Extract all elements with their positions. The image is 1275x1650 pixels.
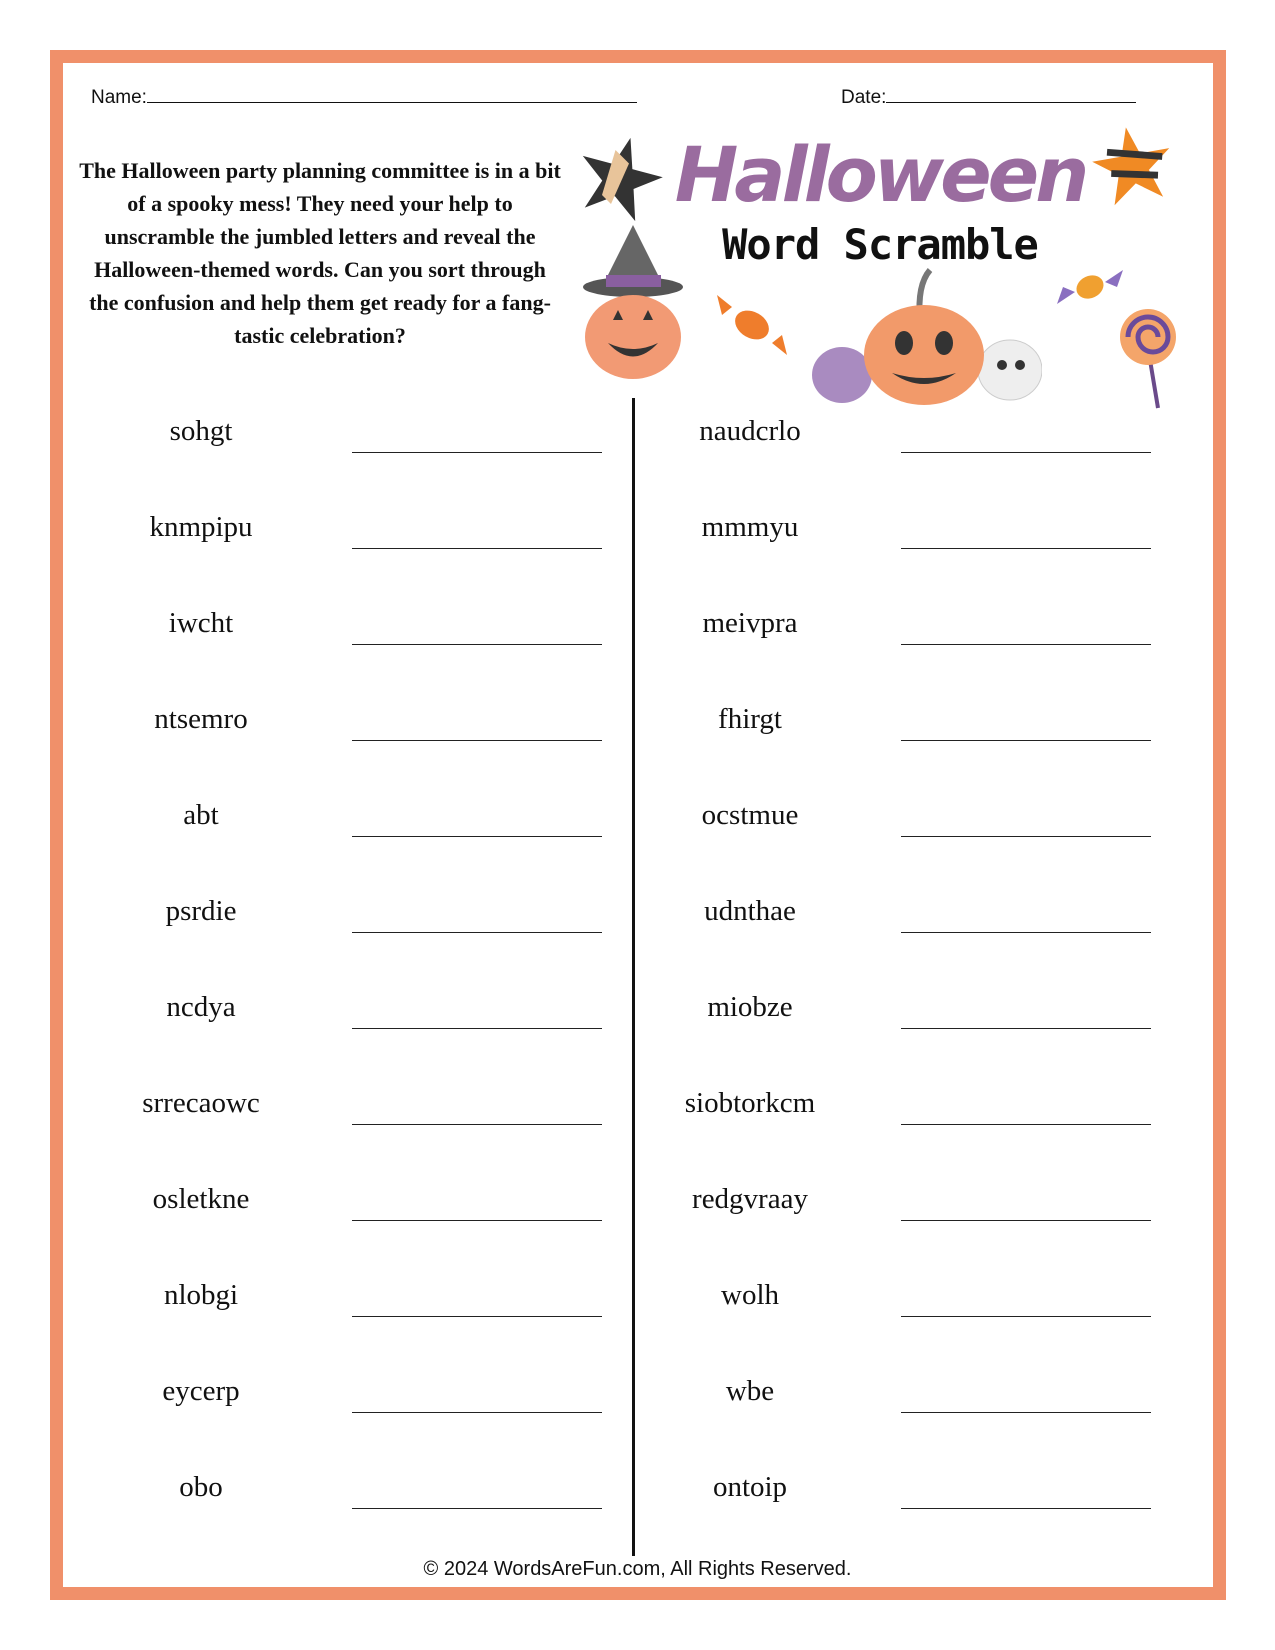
subtitle: Word Scramble bbox=[722, 220, 1038, 269]
answer-blank[interactable] bbox=[352, 643, 602, 645]
scrambled-word: knmpipu bbox=[149, 511, 253, 543]
answer-blank[interactable] bbox=[901, 1027, 1151, 1029]
scrambled-word: redgvraay bbox=[692, 1183, 808, 1215]
scrambled-word: abt bbox=[183, 799, 219, 831]
answer-blank[interactable] bbox=[352, 1123, 602, 1125]
scrambled-word: miobze bbox=[707, 991, 793, 1023]
answer-blank[interactable] bbox=[901, 1123, 1151, 1125]
lollipop-icon bbox=[1118, 305, 1183, 410]
answer-blank[interactable] bbox=[352, 739, 602, 741]
name-blank[interactable] bbox=[147, 84, 637, 103]
answer-blank[interactable] bbox=[352, 1411, 602, 1413]
scrambled-word: mmmyu bbox=[701, 511, 799, 543]
answer-blank[interactable] bbox=[901, 451, 1151, 453]
answer-blank[interactable] bbox=[352, 451, 602, 453]
title: Halloween bbox=[674, 130, 1086, 219]
scrambled-word: iwcht bbox=[168, 607, 234, 639]
answer-blank[interactable] bbox=[352, 835, 602, 837]
scrambled-word: eycerp bbox=[162, 1375, 240, 1407]
answer-blank[interactable] bbox=[352, 547, 602, 549]
answer-blank[interactable] bbox=[901, 1507, 1151, 1509]
scrambled-word: srrecaowc bbox=[142, 1087, 260, 1119]
witch-pumpkin-icon bbox=[578, 225, 688, 385]
date-label: Date: bbox=[841, 87, 887, 108]
scrambled-word: psrdie bbox=[165, 895, 237, 927]
answer-blank[interactable] bbox=[901, 1219, 1151, 1221]
scrambled-word: nlobgi bbox=[163, 1279, 239, 1311]
scrambled-word: ontoip bbox=[712, 1471, 788, 1503]
scrambled-word: siobtorkcm bbox=[684, 1087, 816, 1119]
scrambled-word: ntsemro bbox=[154, 703, 248, 735]
name-field[interactable] bbox=[91, 84, 637, 109]
scrambled-word: fhirgt bbox=[718, 703, 782, 735]
scrambled-word: sohgt bbox=[169, 415, 233, 447]
striped-star-icon bbox=[575, 132, 665, 222]
scrambled-word: ocstmue bbox=[701, 799, 799, 831]
wrapped-candy-icon bbox=[1055, 262, 1125, 312]
scrambled-word: wolh bbox=[721, 1279, 779, 1311]
scrambled-word: naudcrlo bbox=[699, 415, 801, 447]
answer-blank[interactable] bbox=[901, 739, 1151, 741]
answer-blank[interactable] bbox=[352, 1315, 602, 1317]
answer-blank[interactable] bbox=[901, 835, 1151, 837]
pumpkins-icon bbox=[812, 265, 1042, 405]
scrambled-word: obo bbox=[179, 1471, 223, 1503]
answer-blank[interactable] bbox=[352, 1219, 602, 1221]
answer-blank[interactable] bbox=[901, 547, 1151, 549]
answer-blank[interactable] bbox=[901, 643, 1151, 645]
answer-blank[interactable] bbox=[352, 931, 602, 933]
answer-blank[interactable] bbox=[901, 931, 1151, 933]
answer-blank[interactable] bbox=[352, 1507, 602, 1509]
scrambled-word: osletkne bbox=[152, 1183, 250, 1215]
scrambled-word: udnthae bbox=[704, 895, 796, 927]
copyright-footer: © 2024 WordsAreFun.com, All Rights Reserved. bbox=[423, 1558, 852, 1580]
answer-blank[interactable] bbox=[901, 1411, 1151, 1413]
scrambled-word: wbe bbox=[725, 1375, 775, 1407]
orange-star-icon bbox=[1090, 120, 1175, 210]
date-blank[interactable] bbox=[886, 84, 1136, 103]
answer-blank[interactable] bbox=[352, 1027, 602, 1029]
scrambled-word: ncdya bbox=[166, 991, 236, 1023]
candy-icon bbox=[712, 295, 792, 355]
scrambled-word: meivpra bbox=[702, 607, 798, 639]
name-label: Name: bbox=[91, 87, 147, 108]
instructions: The Halloween party planning committee is in a bit of a spooky mess! They need your help to unscramble the jumbled letters and reveal the Halloween-themed words. Can you sort through the confusion and help them get ready for a fang-tastic celebration? bbox=[79, 158, 561, 348]
date-field[interactable] bbox=[841, 84, 1136, 109]
answer-blank[interactable] bbox=[901, 1315, 1151, 1317]
